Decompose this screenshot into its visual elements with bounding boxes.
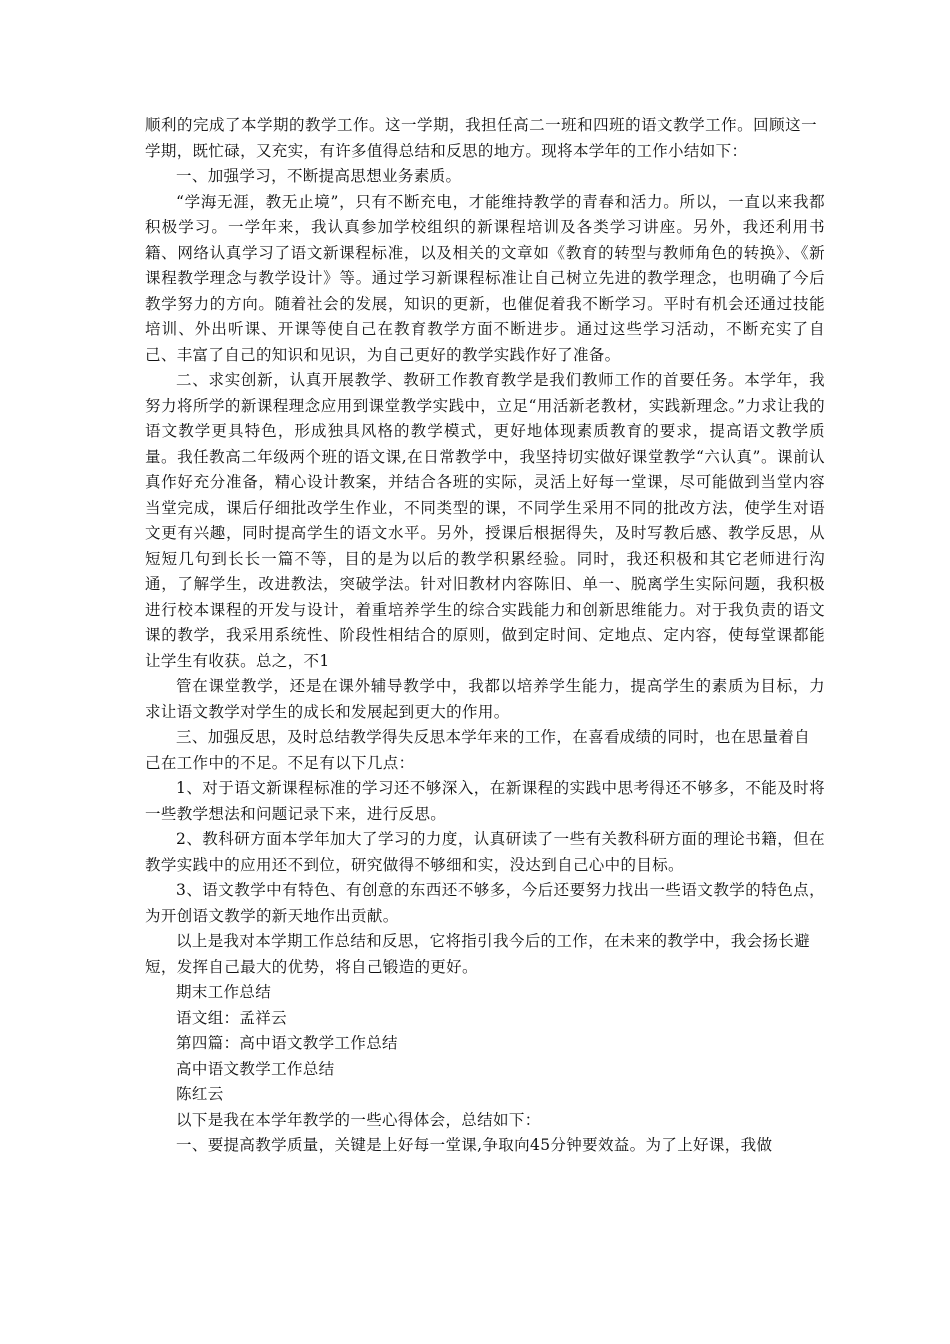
paragraph-intro: 以下是我在本学年教学的一些心得体会，总结如下： [176, 1110, 541, 1129]
paragraph-opening: 顺利的完成了本学期的教学工作。这一学期，我担任高二一班和四班的语文教学工作。回顾这一学期，既忙碌，又充实，有许多值得总结和反思的地方。现将本学年的工作小结如下： [145, 116, 817, 160]
signature-title: 期末工作总结 [176, 983, 272, 1001]
paragraph-point-1: 一、要提高教学质量，关键是上好每一堂课,争取向45分钟要效益。为了上好课，我做 [176, 1136, 773, 1154]
paragraph-learning: “学海无涯，教无止境”，只有不断充电，才能维持教学的青春和活力。所以，一直以来我都积极学习。一学年来，我认真参加学校组织的新课程培训及各类学习讲座。另外，我还利用书籍、网络认真学习了语文新课程标准，以及相关的文章如《教育的转型与教师角色的转换》、《新课程教学理念与教学设计》等。通过学习新课程标准让自己树立先进的教学理念，也明确了今后教学努力的方向。随着社会的发展，知识的更新，也催促着我不断学习。平时有机会还通过技能培训、外出听课、开课等使自己在教育教学方面不断进步。通过这些学习活动，不断充实了自己、丰富了自己的知识和见识，为自己更好的教学实践作好了准备。 [145, 192, 825, 364]
section-heading-4: 第四篇：高中语文教学工作总结 [176, 1034, 398, 1052]
heading-section-1: 一、加强学习，不断提高思想业务素质。 [176, 167, 462, 185]
list-item-2: 2、教科研方面本学年加大了学习的力度，认真研读了一些有关教科研方面的理论书籍，但在教学实践中的应用还不到位，研究做得不够细和实，没达到自己心中的目标。 [145, 830, 825, 874]
paragraph-innovation: 二、求实创新，认真开展教学、教研工作教育教学是我们教师工作的首要任务。本学年，我努力将所学的新课程理念应用到课堂教学实践中，立足“用活新老教材，实践新理念。”力求让我的语文教学更具特色，形成独具风格的教学模式，更好地体现素质教育的要求，提高语文教学质量。我任教高二年级两个班的语文课,在日常教学中，我坚持切实做好课堂教学“六认真”。课前认真作好充分准备，精心设计教案，并结合各班的实际，灵活上好每一堂课，尽可能做到当堂内容当堂完成，课后仔细批改学生作业，不同类型的课，不同学生采用不同的批改方法，使学生对语文更有兴趣，同时提高学生的语文水平。另外，授课后根据得失，及时写教后感、教学反思，从短短几句到长长一篇不等，目的是为以后的教学积累经验。同时，我还积极和其它老师进行沟通，了解学生，改进教法，突破学法。针对旧教材内容陈旧、单一、脱离学生实际问题，我积极进行校本课程的开发与设计，着重培养学生的综合实践能力和创新思维能力。对于我负责的语文课的教学，我采用系统性、阶段性相结合的原则，做到定时间、定地点、定内容，使每堂课都能让学生有收获。总之，不1 [145, 371, 825, 670]
paragraph-continuation: 管在课堂教学，还是在课外辅导教学中，我都以培养学生能力，提高学生的素质为目标，力求让语文教学对学生的成长和发展起到更大的作用。 [145, 677, 825, 721]
document-author: 陈红云 [176, 1085, 224, 1103]
signature-author: 语文组：孟祥云 [176, 1008, 287, 1027]
paragraph-summary: 以上是我对本学期工作总结和反思，它将指引我今后的工作，在未来的教学中，我会扬长避短，发挥自己最大的优势，将自己锻造的更好。 [145, 932, 811, 976]
list-item-1: 1、对于语文新课程标准的学习还不够深入，在新课程的实践中思考得还不够多，不能及时将一些教学想法和问题记录下来，进行反思。 [145, 779, 825, 823]
document-page [145, 113, 825, 1159]
paragraph-reflection: 三、加强反思，及时总结教学得失反思本学年来的工作，在喜看成绩的同时，也在思量着自己在工作中的不足。不足有以下几点： [145, 728, 811, 772]
list-item-3: 3、语文教学中有特色、有创意的东西还不够多，今后还要努力找出一些语文教学的特色点，为开创语文教学的新天地作出贡献。 [145, 881, 825, 925]
document-title: 高中语文教学工作总结 [176, 1059, 335, 1078]
